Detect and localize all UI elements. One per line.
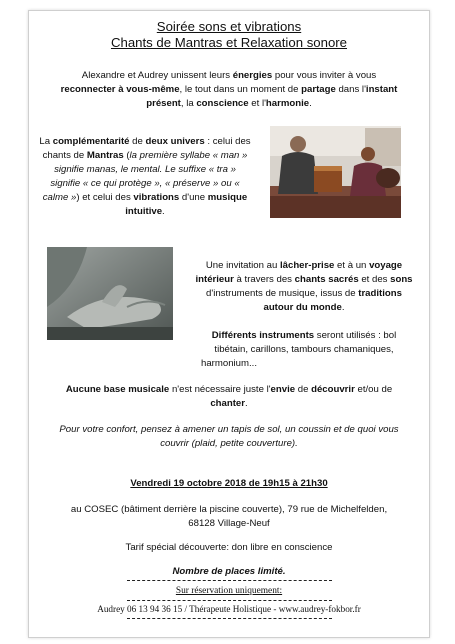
dashed-separator-top (127, 580, 332, 581)
comfort-line-2: couvrir (plaid, petite couverture). (160, 438, 298, 449)
musicians-photo (270, 126, 401, 218)
no-base-line-2: chanter. (210, 398, 248, 409)
buddha-hand-photo (47, 247, 173, 340)
places-limited: Nombre de places limité. (172, 566, 286, 577)
flyer-page: Soirée sons et vibrations Chants de Mantras et Relaxation sonore Alexandre et Audrey unissent leurs énergies pour vous inviter à vous reconnecter à vous-même, le tout dans un moment de partage dans l'instant présent, la conscience et l'harmonie. La complémentarité de deux univers : celui des chants de Mantras (la première syllabe « man » signifie manas, le mental. Le suffixe « tra » signifie « ce qui protège », « préserve » ou « calme ») et celui des vibrations d'une musique intuitive. Une invitation au lâcher-prise et à un voyage intérieur à travers des chants sacrés et des sons d'instruments de musique, issus de traditions autour du monde. Différents instruments seront utilisés : bol tibétain, carillons, tambours chamaniques, harmonium... Aucune base musicale n'est nécessaire juste l'envie de découvrir et/ou de chanter. Pour votre confort, pensez à amener un tapis de sol, un coussin et de quoi vous couvrir (plaid, petite couverture). Vendredi 19 octobre 2018 de 19h15 à 21h30 au COSEC (bâtiment derrière la piscine couverte), 79 rue de Michelfelden, 68128 Village-Neuf Tarif spécial découverte: don libre en conscience Nombre de places limité. Sur réservation uniquement: Audrey 06 13 94 36 15 / Thérapeute Holistique - www.audrey-fokbor.fr (28, 10, 430, 638)
reservation-label: Sur réservation uniquement: (175, 586, 283, 596)
intro-line-2: reconnecter à vous-même, le tout dans un moment de partage dans l'instant (60, 84, 398, 95)
intro-line-3: présent, la conscience et l'harmonie. (146, 98, 312, 109)
dashed-separator-middle (127, 600, 332, 601)
flyer-subtitle: Chants de Mantras et Relaxation sonore (110, 35, 348, 50)
flyer-title: Soirée sons et vibrations (156, 19, 302, 34)
comfort-line-1: Pour votre confort, pensez à amener un tapis de sol, un coussin et de quoi vous (59, 424, 399, 435)
no-base-line-1: Aucune base musicale n'est nécessaire juste l'envie de découvrir et/ou de (65, 384, 393, 395)
contact-line[interactable]: Audrey 06 13 94 36 15 / Thérapeute Holistique - www.audrey-fokbor.fr (97, 604, 361, 614)
address-line-2: 68128 Village-Neuf (188, 518, 270, 529)
dashed-separator-bottom (127, 618, 332, 619)
event-date: Vendredi 19 octobre 2018 de 19h15 à 21h30 (130, 478, 328, 489)
intro-line-1: Alexandre et Audrey unissent leurs énergies pour vous inviter à vous (81, 70, 377, 81)
address-line-1: au COSEC (bâtiment derrière la piscine couverte), 79 rue de Michelfelden, (70, 504, 388, 515)
tarif: Tarif spécial découverte: don libre en conscience (125, 542, 333, 553)
